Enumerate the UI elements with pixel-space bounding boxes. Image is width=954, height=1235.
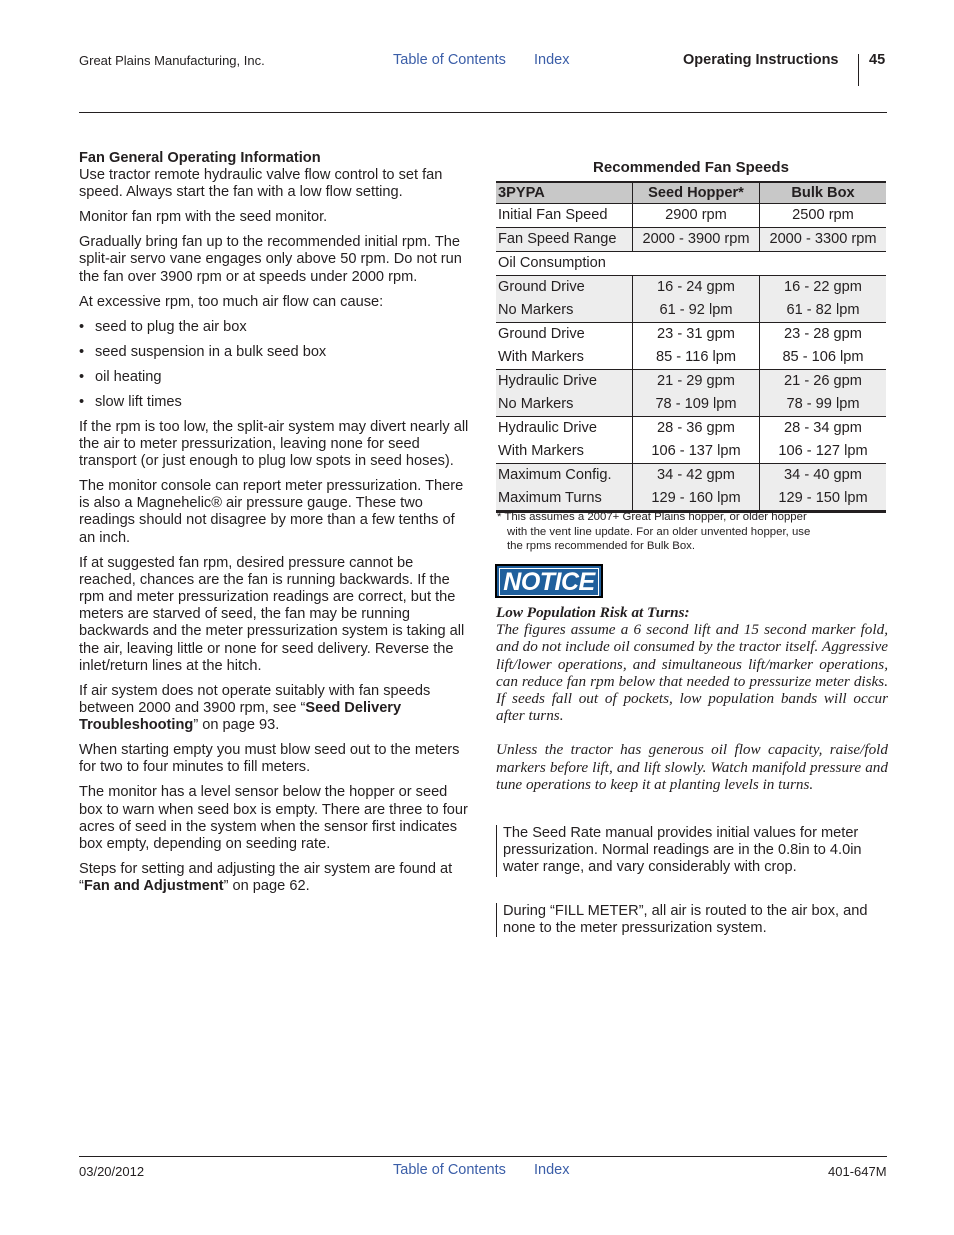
- table-row: Maximum Turns 129 - 160 lpm 129 - 150 lpm: [496, 487, 886, 512]
- table-row: Fan Speed Range 2000 - 3900 rpm 2000 - 3300 rpm: [496, 228, 886, 252]
- footer-index-link[interactable]: Index: [534, 1162, 570, 1178]
- header-toc-link[interactable]: Table of Contents: [393, 52, 506, 68]
- list-item: • slow lift times: [79, 393, 182, 410]
- paragraph-adjustment-ref: Steps for setting and adjusting the air system are found at “Fan and Adjustment” on page 62.: [79, 861, 453, 895]
- list-item: • seed to plug the air box: [79, 318, 247, 335]
- paragraph-starting-empty: When starting empty you must blow seed out to the meters for two to four minutes to fill meters.: [79, 742, 460, 776]
- table-title: Recommended Fan Speeds: [593, 159, 789, 176]
- page-number: 45: [869, 52, 886, 68]
- table-row: With Markers 106 - 137 lpm 106 - 127 lpm: [496, 440, 886, 464]
- table-row: Initial Fan Speed 2900 rpm 2500 rpm: [496, 204, 886, 228]
- paragraph-excessive-rpm: At excessive rpm, too much air flow can cause:: [79, 293, 384, 310]
- left-column: [79, 150, 471, 903]
- paragraph-fan-backwards: If at suggested fan rpm, desired pressure cannot be reached, chances are the fan is running backwards. If the rpm and meter pressurization readings are correct, but the meters are starved of seed, the fan may be running backwards and the meter pressurization system is taking all the air, leaving little or none for seed delivery. Reverse the inlet/return lines at the hitch.: [79, 554, 465, 674]
- table-footnote: * This assumes a 2007+ Great Plains hopper, or older hopper with the vent line update. For an older unvented hopper, use the rpms recommended for Bulk Box.: [497, 511, 811, 553]
- excess-airflow-list: [79, 319, 471, 411]
- footer-rule: [79, 1156, 887, 1157]
- bullet-icon: •: [79, 318, 85, 335]
- list-item: • oil heating: [79, 368, 162, 385]
- paragraph-level-sensor: The monitor has a level sensor below the hopper or seed box to warn when seed box is empty. There are three to four acres of seed in the system when the sensor first indicates box empty, depending on seeding rate.: [79, 784, 468, 853]
- notice-heading: Low Population Risk at Turns:: [496, 604, 690, 621]
- header-divider: [858, 54, 859, 86]
- paragraph-monitor-console: The monitor console can report meter pressurization. There is also a Magnehelic® air pressure gauge. These two readings should not disagree by more than a few tenths of an inch.: [79, 478, 464, 546]
- section-heading: Fan General Operating Information: [79, 150, 321, 166]
- table-row: Maximum Config. 34 - 42 gpm 34 - 40 gpm: [496, 464, 886, 488]
- table-row: No Markers 78 - 109 lpm 78 - 99 lpm: [496, 393, 886, 417]
- document-code: 401-647M: [828, 1164, 887, 1179]
- section-title: Operating Instructions: [683, 52, 839, 68]
- table-row: Ground Drive 16 - 24 gpm 16 - 22 gpm: [496, 276, 886, 300]
- notice-paragraph: The figures assume a 6 second lift and 15 second marker fold, and do not include oil consumed by the tractor itself. Aggressive lift/lower operations, and simultaneous lift/marker operations, can reduce fan rpm below that needed to pressurize meter disks. If seeds fall out of pockets, low population bands will occur after turns.: [496, 621, 888, 725]
- list-item: • seed suspension in a bulk seed box: [79, 343, 327, 360]
- fan-adjustment-link[interactable]: Fan and Adjustment: [83, 878, 224, 895]
- company-name: Great Plains Manufacturing, Inc.: [79, 53, 265, 68]
- footer-toc-link[interactable]: Table of Contents: [393, 1162, 506, 1178]
- paragraph-bring-up-rpm: Gradually bring fan up to the recommended initial rpm. The split-air servo vane engages only above 50 rpm. Do not run the fan over 3900 rpm or at speeds under 2000 rpm.: [79, 234, 462, 285]
- notice-badge: [495, 564, 603, 598]
- troubleshooting-link[interactable]: Seed Delivery Troubleshooting: [79, 700, 402, 734]
- table-row: Hydraulic Drive 28 - 36 gpm 28 - 34 gpm: [496, 417, 886, 441]
- paragraph-flow-control: Use tractor remote hydraulic valve flow control to set fan speed. Always start the fan with a low flow setting.: [79, 167, 443, 201]
- seed-rate-note: The Seed Rate manual provides initial values for meter pressurization. Normal readings are in the 0.8in to 4.0in water range, and vary considerably with crop.: [496, 825, 895, 877]
- table-row: With Markers 85 - 116 lpm 85 - 106 lpm: [496, 346, 886, 370]
- notice-body: [496, 604, 888, 810]
- fill-meter-note: During “FILL METER”, all air is routed to the air box, and none to the meter pressurization system.: [496, 903, 895, 937]
- table-header-bulk-box: Bulk Box: [760, 182, 887, 204]
- notice-label: NOTICE: [499, 568, 599, 596]
- paragraph-troubleshooting-ref: If air system does not operate suitably with fan speeds between 2000 and 3900 rpm, see “Seed Delivery Troubleshooting” on page 93.: [79, 682, 431, 734]
- table-row: Ground Drive 23 - 31 gpm 23 - 28 gpm: [496, 323, 886, 347]
- notice-paragraph: Unless the tractor has generous oil flow capacity, raise/fold markers before lift, and lift slowly. Watch manifold pressure and tune operations to keep it at planting levels in turns.: [496, 741, 888, 793]
- paragraph-monitor-rpm: Monitor fan rpm with the seed monitor.: [79, 209, 328, 226]
- header-rule: [79, 112, 887, 113]
- header-index-link[interactable]: Index: [534, 52, 570, 68]
- bullet-icon: •: [79, 368, 85, 385]
- fan-speed-table: [496, 181, 886, 513]
- table-header-seed-hopper: Seed Hopper*: [633, 182, 760, 204]
- paragraph-rpm-too-low: If the rpm is too low, the split-air system may divert nearly all the air to meter pressurization, leaving none for seed transport (or just enough to plug low spots in seed hoses).: [79, 418, 469, 470]
- table-row: Oil Consumption: [496, 252, 886, 276]
- table-row: No Markers 61 - 92 lpm 61 - 82 lpm: [496, 299, 886, 323]
- table-header-row: [496, 182, 886, 204]
- bullet-icon: •: [79, 393, 85, 410]
- table-row: Hydraulic Drive 21 - 29 gpm 21 - 26 gpm: [496, 370, 886, 394]
- footer-date: 03/20/2012: [79, 1164, 145, 1179]
- table-header-model: 3PYPA: [496, 182, 633, 204]
- bullet-icon: •: [79, 343, 85, 360]
